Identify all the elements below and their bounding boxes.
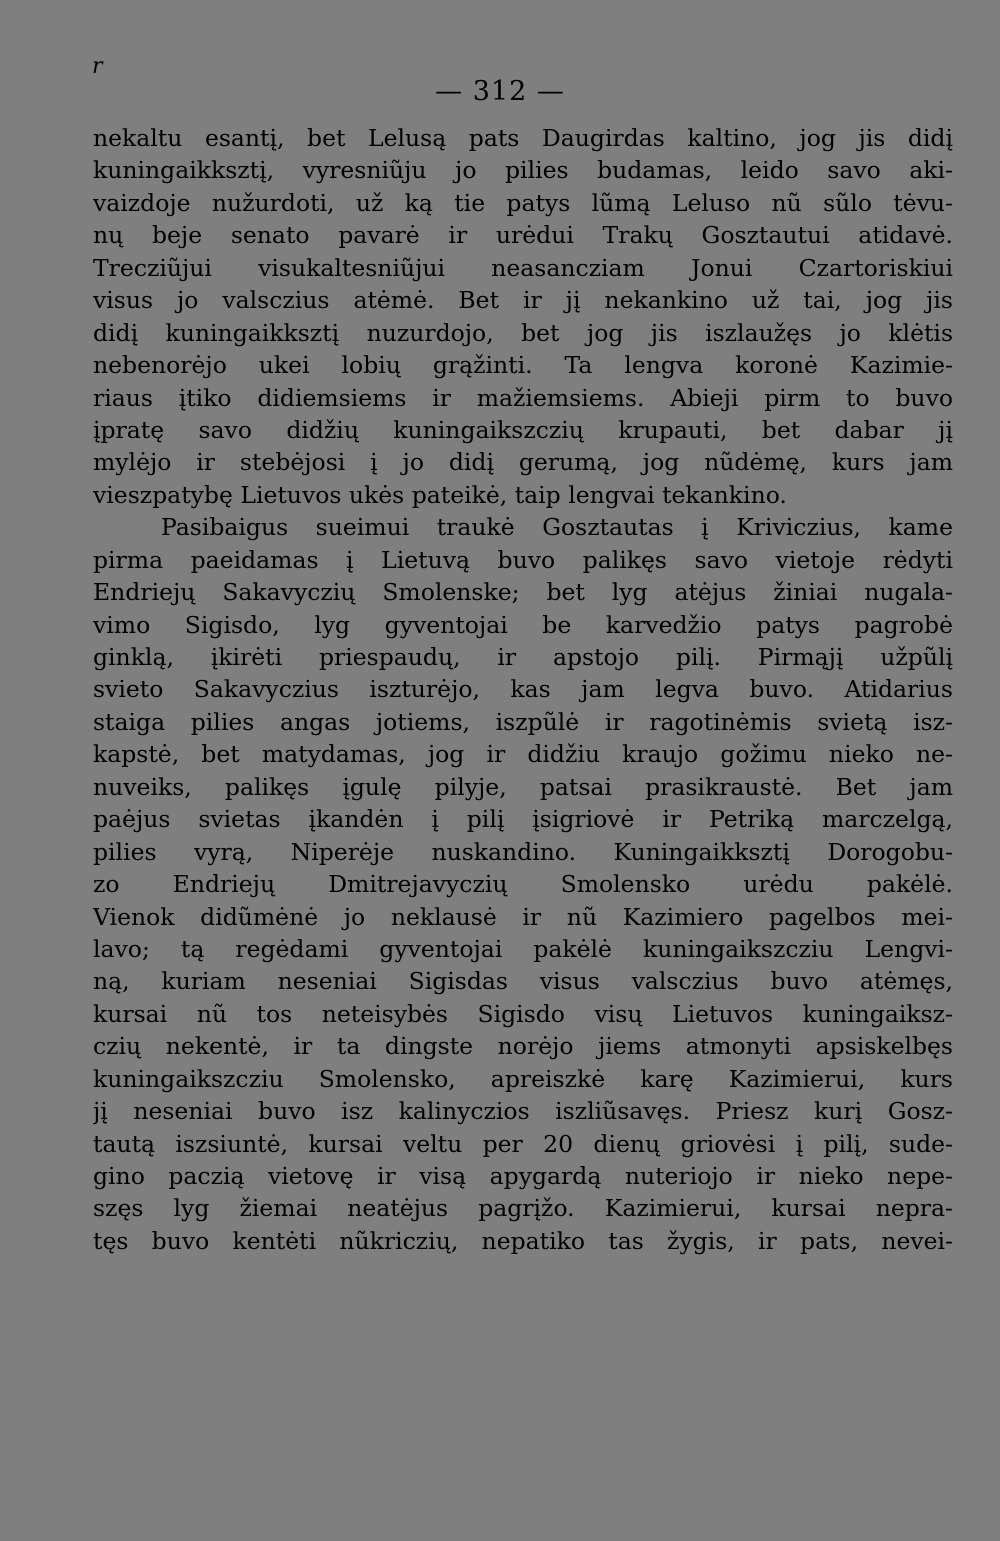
text-line: kuningaikszcziu Smolensko, apreiszkė karę Kazimierui, kurs bbox=[93, 1064, 953, 1093]
text-line: vimo Sigisdo, lyg gyventojai be karvedžio patys pagrobė bbox=[93, 610, 953, 639]
body-text bbox=[93, 122, 953, 1257]
text-line: nebenorėjo ukei lobių grąžinti. Ta lengva koronė Kazimie- bbox=[93, 351, 953, 380]
text-line: jį neseniai buvo isz kalinyczios iszliũsavęs. Priesz kurį Gosz- bbox=[93, 1097, 953, 1126]
text-line: vieszpatybę Lietuvos ukės pateikė, taip lengvai tekankino. bbox=[93, 480, 787, 509]
text-line: paėjus svietas įkandėn į pilį įsigriovė ir Petriką marczelgą, bbox=[93, 805, 953, 834]
text-line: nų beje senato pavarė ir urėdui Trakų Gosztautui atidavė. bbox=[93, 221, 953, 250]
text-line: Trecziũjui visukaltesniũjui neasancziam Jonui Czartoriskiui bbox=[93, 253, 953, 282]
text-line: mylėjo ir stebėjosi į jo didį gerumą, jog nũdėmę, kurs jam bbox=[93, 448, 953, 477]
text-line: Vienok didũmėnė jo neklausė ir nũ Kazimiero pagelbos mei- bbox=[93, 902, 953, 931]
text-line: didį kuningaikksztį nuzurdojo, bet jog jis iszlaužęs jo klėtis bbox=[93, 318, 953, 347]
text-line: riaus įtiko didiemsiems ir mažiemsiems. Abieji pirm to buvo bbox=[93, 383, 953, 412]
page-number: — 312 — bbox=[435, 76, 565, 107]
text-line: pirma paeidamas į Lietuvą buvo palikęs savo vietoje rėdyti bbox=[93, 545, 953, 574]
text-line: ginklą, įkirėti priespaudų, ir apstojo pilį. Pirmąjį užpũlį bbox=[93, 643, 953, 671]
text-line: lavo; tą regėdami gyventojai pakėlė kuningaikszcziu Lengvi- bbox=[93, 934, 953, 963]
text-line: Endriejų Sakavyczių Smolenske; bet lyg atėjus žiniai nugala- bbox=[93, 578, 953, 607]
text-line: visus jo valsczius atėmė. Bet ir jį nekankino už tai, jog jis bbox=[93, 286, 953, 315]
text-line: nekaltu esantį, bet Lelusą pats Daugirdas kaltino, jog jis didį bbox=[93, 124, 953, 152]
text-line: staiga pilies angas jotiems, iszpũlė ir ragotinėmis svietą isz- bbox=[93, 707, 953, 736]
text-line: ną, kuriam neseniai Sigisdas visus valsczius buvo atėmęs, bbox=[93, 967, 953, 996]
text-line: įpratę savo didžių kuningaikszczių krupauti, bet dabar jį bbox=[93, 415, 953, 444]
text-line: kursai nũ tos neteisybės Sigisdo visų Lietuvos kuningaiksz- bbox=[93, 999, 953, 1028]
text-line: kapstė, bet matydamas, jog ir didžiu kraujo gožimu nieko ne- bbox=[93, 740, 953, 769]
text-line: szęs lyg žiemai neatėjus pagrįžo. Kazimierui, kursai nepra- bbox=[93, 1194, 953, 1223]
text-line: tautą iszsiuntė, kursai veltu per 20 dienų griovėsi į pilį, sude- bbox=[93, 1129, 953, 1158]
text-line: nuveiks, palikęs įgulę pilyje, patsai prasikraustė. Bet jam bbox=[93, 772, 953, 801]
text-line: pilies vyrą, Niperėje nuskandino. Kuningaikksztį Dorogobu- bbox=[93, 837, 953, 866]
corner-mark: r bbox=[92, 54, 103, 79]
text-line: gino paczią vietovę ir visą apygardą nuteriojo ir nieko nepe- bbox=[93, 1162, 953, 1190]
text-line: svieto Sakavyczius iszturėjo, kas jam legva buvo. Atidarius bbox=[93, 675, 953, 704]
text-line: vaizdoje nužurdoti, už ką tie patys lũmą Leluso nũ sũlo tėvu- bbox=[93, 188, 953, 217]
text-line: tęs buvo kentėti nũkriczių, nepatiko tas žygis, ir pats, nevei- bbox=[93, 1226, 953, 1255]
text-line: czių nekentė, ir ta dingste norėjo jiems atmonyti apsiskelbęs bbox=[93, 1032, 953, 1061]
paragraph-start-line: Pasibaigus sueimui traukė Gosztautas į Kriviczius, kame bbox=[161, 513, 953, 542]
text-line: zo Endriejų Dmitrejavyczių Smolensko urėdu pakėlė. bbox=[93, 870, 953, 899]
text-line: kuningaikksztį, vyresniũju jo pilies budamas, leido savo aki- bbox=[93, 156, 953, 185]
